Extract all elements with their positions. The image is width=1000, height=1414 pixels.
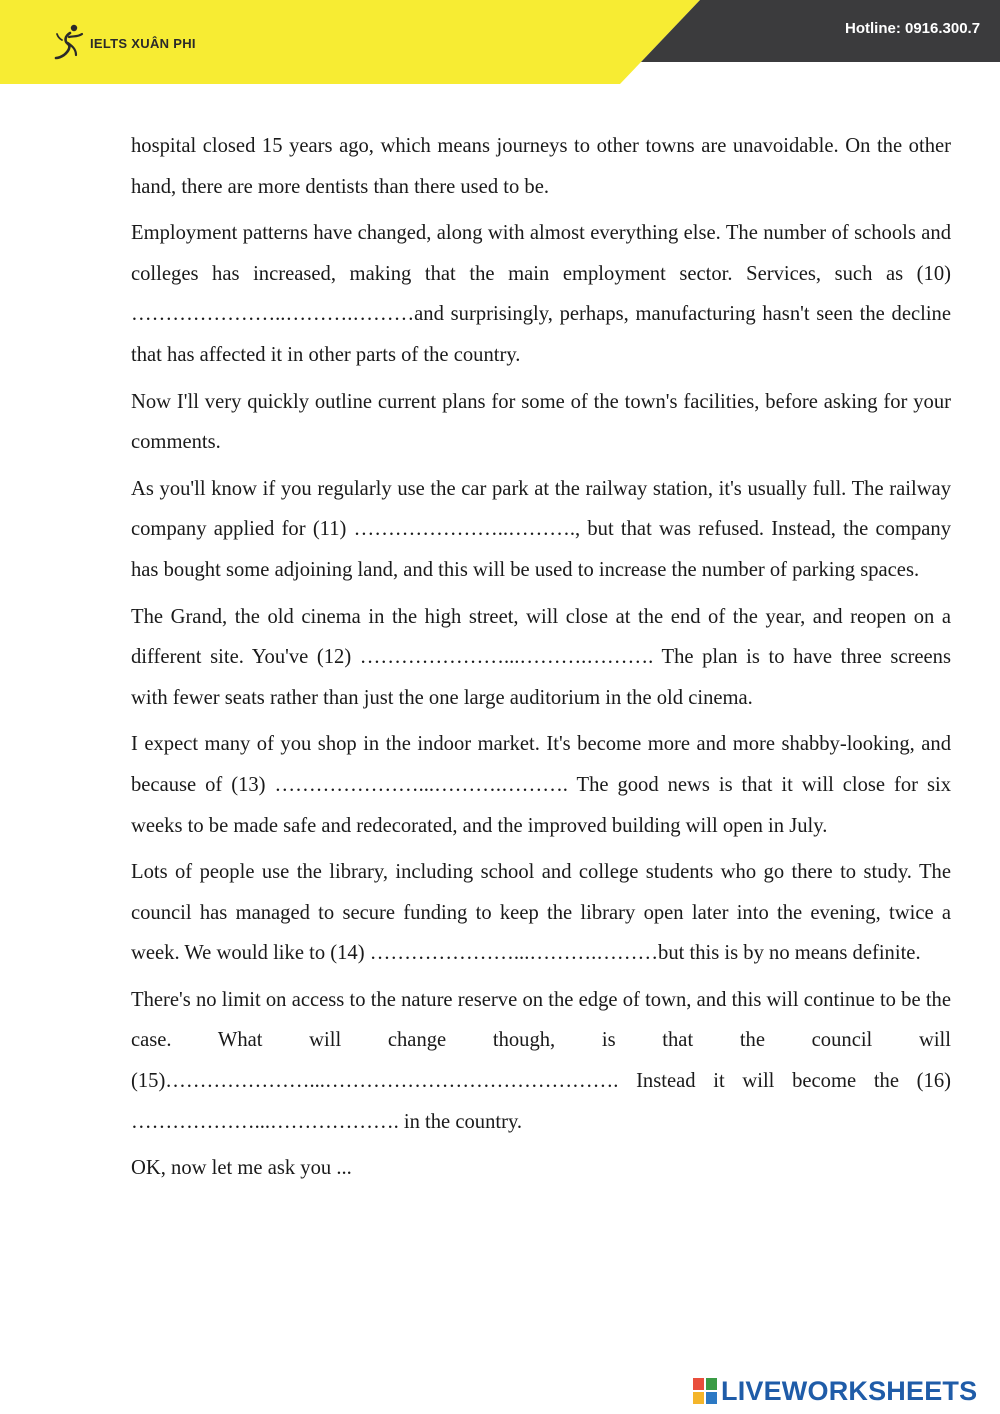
paragraph-cinema: The Grand, the old cinema in the high street, will close at the end of the year, and reopen on a different site. You've (12) …………………...……….………. The plan is to have three screens with fewer seats rather than just the one large auditorium in the old cinema. — [131, 605, 951, 709]
document-body — [131, 126, 951, 1195]
paragraph-nature-reserve: There's no limit on access to the nature reserve on the edge of town, and this will continue to be the case. What will change though, is that the council will (15)…………………...……………………………………. Instead it will become the (16) ………………...………………. in the country. — [131, 988, 951, 1133]
liveworksheets-watermark — [692, 1374, 977, 1408]
paragraph-market: I expect many of you shop in the indoor market. It's become more and more shabby-looking, and because of (13) …………………...……….………. The good news is that it will close for six weeks to be made safe and redecorated, and the improved building will open in July. — [131, 733, 951, 837]
watermark-text: LIVEWORKSHEETS — [721, 1375, 978, 1406]
liveworksheets-logo-icon — [692, 1376, 718, 1406]
paragraph-car-park: As you'll know if you regularly use the car park at the railway station, it's usually full. The railway company applied for (11) …………………..………., but that was refused. Instead, the company has bought some adjoining land, and this will be used to increase the number of parking spaces. — [131, 477, 951, 581]
header-banner — [0, 0, 1000, 84]
paragraph-closing: OK, now let me ask you ... — [131, 1157, 352, 1180]
paragraph-employment: Employment patterns have changed, along with almost everything else. The number of schools and colleges has increased, making that the main employment sector. Services, such as (10) …………………..……….………and surprisingly, perhaps, manufacturing hasn't seen the decline that has affected it in other parts of the country. — [131, 222, 951, 366]
paragraph-plans-intro: Now I'll very quickly outline current plans for some of the town's facilities, before asking for your comments. — [131, 390, 951, 454]
hotline-text: Hotline: 0916.300.7 — [845, 20, 981, 37]
runner-logo-icon — [52, 22, 88, 62]
paragraph-library: Lots of people use the library, including school and college students who go there to study. The council has managed to secure funding to keep the library open later into the evening, twice a week. We would like to (14) …………………...……….………but this is by no means definite. — [131, 861, 951, 965]
paragraph-hospital: hospital closed 15 years ago, which means journeys to other towns are unavoidable. On the other hand, there are more dentists than there used to be. — [131, 135, 951, 198]
brand-name: IELTS XUÂN PHI — [90, 35, 196, 51]
brand-logo — [52, 22, 196, 62]
